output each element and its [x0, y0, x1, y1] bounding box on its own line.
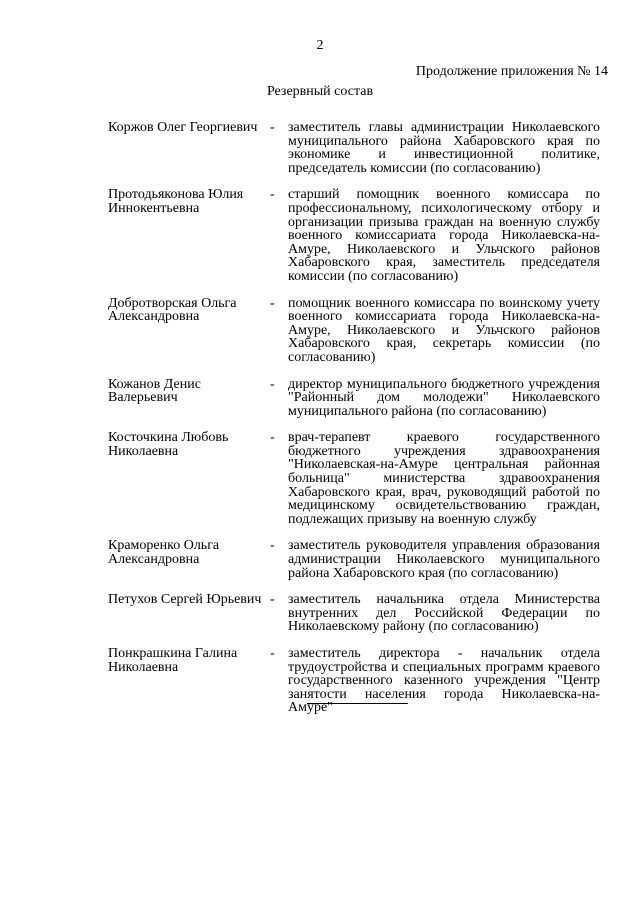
member-role: заместитель главы администрации Николаевского муниципального района Хабаровского края по экономике и инвестиционной политике, председатель комиссии (по согласованию) [288, 120, 600, 176]
section-title: Резервный состав [266, 84, 374, 99]
member-name: Коржов Олег Георгиевич [108, 120, 258, 135]
dash-separator: - [270, 430, 275, 446]
page-number: 2 [316, 38, 324, 53]
dash-separator: - [270, 646, 275, 661]
dash-separator: - [270, 295, 275, 311]
member-role: помощник военного комиссара по воинскому учету военного комиссариата города Николаевска-на-Амуре, Николаевского и Ульчского районов Хабаровского края, секретарь комиссии (по согласованию) [288, 295, 600, 365]
member-name: Добротворская Ольга Александровна [108, 295, 237, 325]
member-entry [108, 297, 608, 365]
member-entry [108, 121, 608, 175]
member-role: заместитель руководителя управления образования администрации Николаевского муниципального района Хабаровского края (по согласованию) [288, 538, 600, 581]
dash-separator: - [270, 187, 275, 203]
member-name: Петухов Сергей Юрьевич [108, 592, 262, 608]
dash-separator: - [270, 120, 275, 135]
member-name: Понкрашкина Галина Николаевна [108, 646, 238, 675]
member-name: Краморенко Ольга Александровна [108, 538, 220, 568]
member-entry [108, 647, 608, 715]
member-entry [108, 593, 608, 634]
dash-separator: - [270, 538, 275, 554]
member-role: врач-терапевт краевого государственного бюджетного учреждения здравоохранения "Николаевская-на-Амуре центральная районная больница" министерства здравоохранения Хабаровского края, врач, руководящий работой по медицинскому освидетельствованию граждан, подлежащих призыву на военную службу [288, 430, 600, 527]
member-entry [108, 431, 608, 526]
continuation-note: Продолжение приложения № 14 [415, 64, 608, 79]
member-entry [108, 188, 608, 283]
member-name: Кожанов Денис Валерьевич [108, 376, 201, 406]
member-entry [108, 539, 608, 580]
member-name: Косточкина Любовь Николаевна [108, 430, 229, 459]
member-name: Протодьяконова Юлия Иннокентьевна [108, 187, 244, 216]
member-role: директор муниципального бюджетного учреждения "Районный дом молодежи" Николаевского муниципального района (по согласованию) [288, 376, 600, 419]
member-role: заместитель директора - начальник отдела трудоустройства и специальных программ краевого государственного казенного учреждения "Центр занятости населения города Николаевска-на-Амуре" [288, 646, 600, 716]
closing-rule [307, 703, 408, 704]
dash-separator: - [270, 376, 275, 392]
member-role: старший помощник военного комиссара по профессиональному, психологическому отбору и организации призыва граждан на военную службу военного комиссариата города Николаевска-на-Амуре, Николаевского и Ульчского районов Хабаровского края, заместитель председателя комиссии (по согласованию) [288, 187, 600, 284]
member-role: заместитель начальника отдела Министерства внутренних дел Российской Федерации по Николаевскому району (по согласованию) [288, 592, 600, 635]
member-entry [108, 378, 608, 419]
members-list [108, 121, 608, 728]
dash-separator: - [270, 592, 275, 608]
